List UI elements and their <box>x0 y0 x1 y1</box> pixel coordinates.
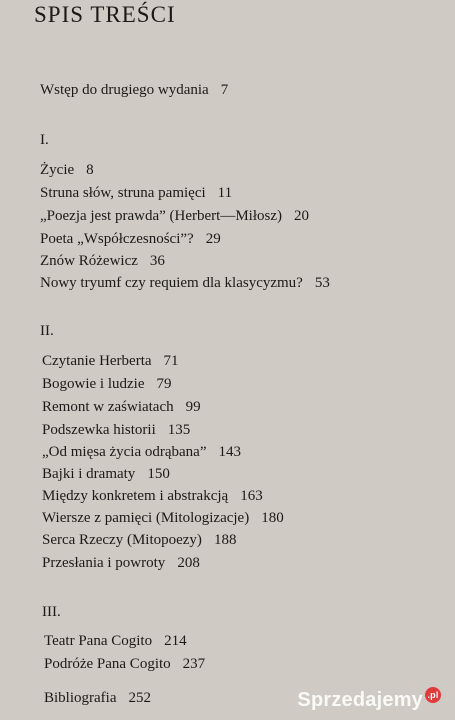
toc-entry <box>40 230 221 248</box>
toc-entry-label: Przesłania i powroty <box>42 555 166 571</box>
toc-entry-page: 214 <box>164 633 187 649</box>
watermark-logo <box>297 687 441 712</box>
toc-entry-page: 150 <box>147 466 170 482</box>
toc-entry-page: 99 <box>185 399 201 415</box>
toc-entry-label: Nowy tryumf czy requiem dla klasycyzmu? <box>40 275 303 291</box>
toc-entry <box>40 207 309 225</box>
toc-entry-label: Podróże Pana Cogito <box>44 656 171 672</box>
section-numeral-3: III. <box>42 604 61 620</box>
toc-entry-label: „Od mięsa życia odrąbana” <box>42 444 207 460</box>
toc-entry-label: Podszewka historii <box>42 422 156 438</box>
toc-entry-label: Bajki i dramaty <box>42 466 136 482</box>
toc-entry-page: 36 <box>149 253 165 269</box>
toc-entry-label: Bogowie i ludzie <box>42 376 145 392</box>
toc-entry-label: Wstęp do drugiego wydania <box>40 82 209 98</box>
toc-title: SPIS TREŚCI <box>34 2 176 27</box>
toc-entry-page: 79 <box>156 376 172 392</box>
toc-entry-page: 7 <box>220 82 229 98</box>
toc-entry-page: 143 <box>218 444 241 460</box>
toc-entry-label: Znów Różewicz <box>40 253 138 269</box>
watermark-text: Sprzedajemy <box>297 689 423 711</box>
toc-entry-bibliography <box>44 689 151 707</box>
toc-entry-page: 180 <box>261 510 284 526</box>
toc-entry <box>40 252 165 270</box>
toc-entry-label: Wiersze z pamięci (Mitologizacje) <box>42 510 250 526</box>
toc-entry-page: 237 <box>182 656 206 672</box>
toc-entry-label: „Poezja jest prawda” (Herbert—Miłosz) <box>40 208 282 224</box>
toc-entry <box>40 274 330 292</box>
toc-entry <box>42 509 284 527</box>
toc-entry-page: 135 <box>167 422 191 438</box>
toc-entry-label: Serca Rzeczy (Mitopoezy) <box>42 532 202 548</box>
toc-entry-label: Życie <box>40 162 75 178</box>
section-numeral-2: II. <box>40 323 54 339</box>
toc-entry-label: Czytanie Herberta <box>42 353 152 369</box>
toc-entry <box>40 161 94 179</box>
toc-entry-page: 188 <box>213 532 237 548</box>
toc-entry-page: 11 <box>217 185 233 201</box>
toc-entry-page: 29 <box>205 231 221 247</box>
toc-entry <box>44 632 187 650</box>
section-numeral-1: I. <box>40 132 49 148</box>
toc-entry-label: Między konkretem i abstrakcją <box>42 488 229 504</box>
toc-entry-page: 8 <box>86 162 94 178</box>
toc-entry-page: 208 <box>177 555 200 571</box>
toc-entry <box>42 487 263 505</box>
toc-entry-page: 20 <box>294 208 309 224</box>
toc-entry <box>42 443 241 461</box>
toc-entry-label: Remont w zaświatach <box>42 399 174 415</box>
toc-entry-label: Poeta „Współczesności”? <box>40 231 194 247</box>
toc-entry <box>42 421 190 439</box>
toc-entry <box>42 465 170 483</box>
toc-entry <box>42 375 171 393</box>
watermark-suffix: .pl <box>425 687 441 703</box>
toc-entry <box>42 398 201 416</box>
toc-entry-label: Struna słów, struna pamięci <box>40 185 206 201</box>
toc-entry <box>44 655 205 673</box>
toc-entry-intro <box>40 81 228 99</box>
toc-entry-label: Teatr Pana Cogito <box>44 633 153 649</box>
toc-entry-page: 53 <box>314 275 330 291</box>
toc-entry <box>42 531 236 549</box>
toc-entry-label: Bibliografia <box>44 690 117 706</box>
toc-entry <box>40 184 232 202</box>
toc-entry-page: 71 <box>163 353 179 369</box>
toc-entry <box>42 352 179 370</box>
toc-entry-page: 252 <box>128 690 151 706</box>
toc-entry <box>42 554 200 572</box>
toc-entry-page: 163 <box>240 488 263 504</box>
